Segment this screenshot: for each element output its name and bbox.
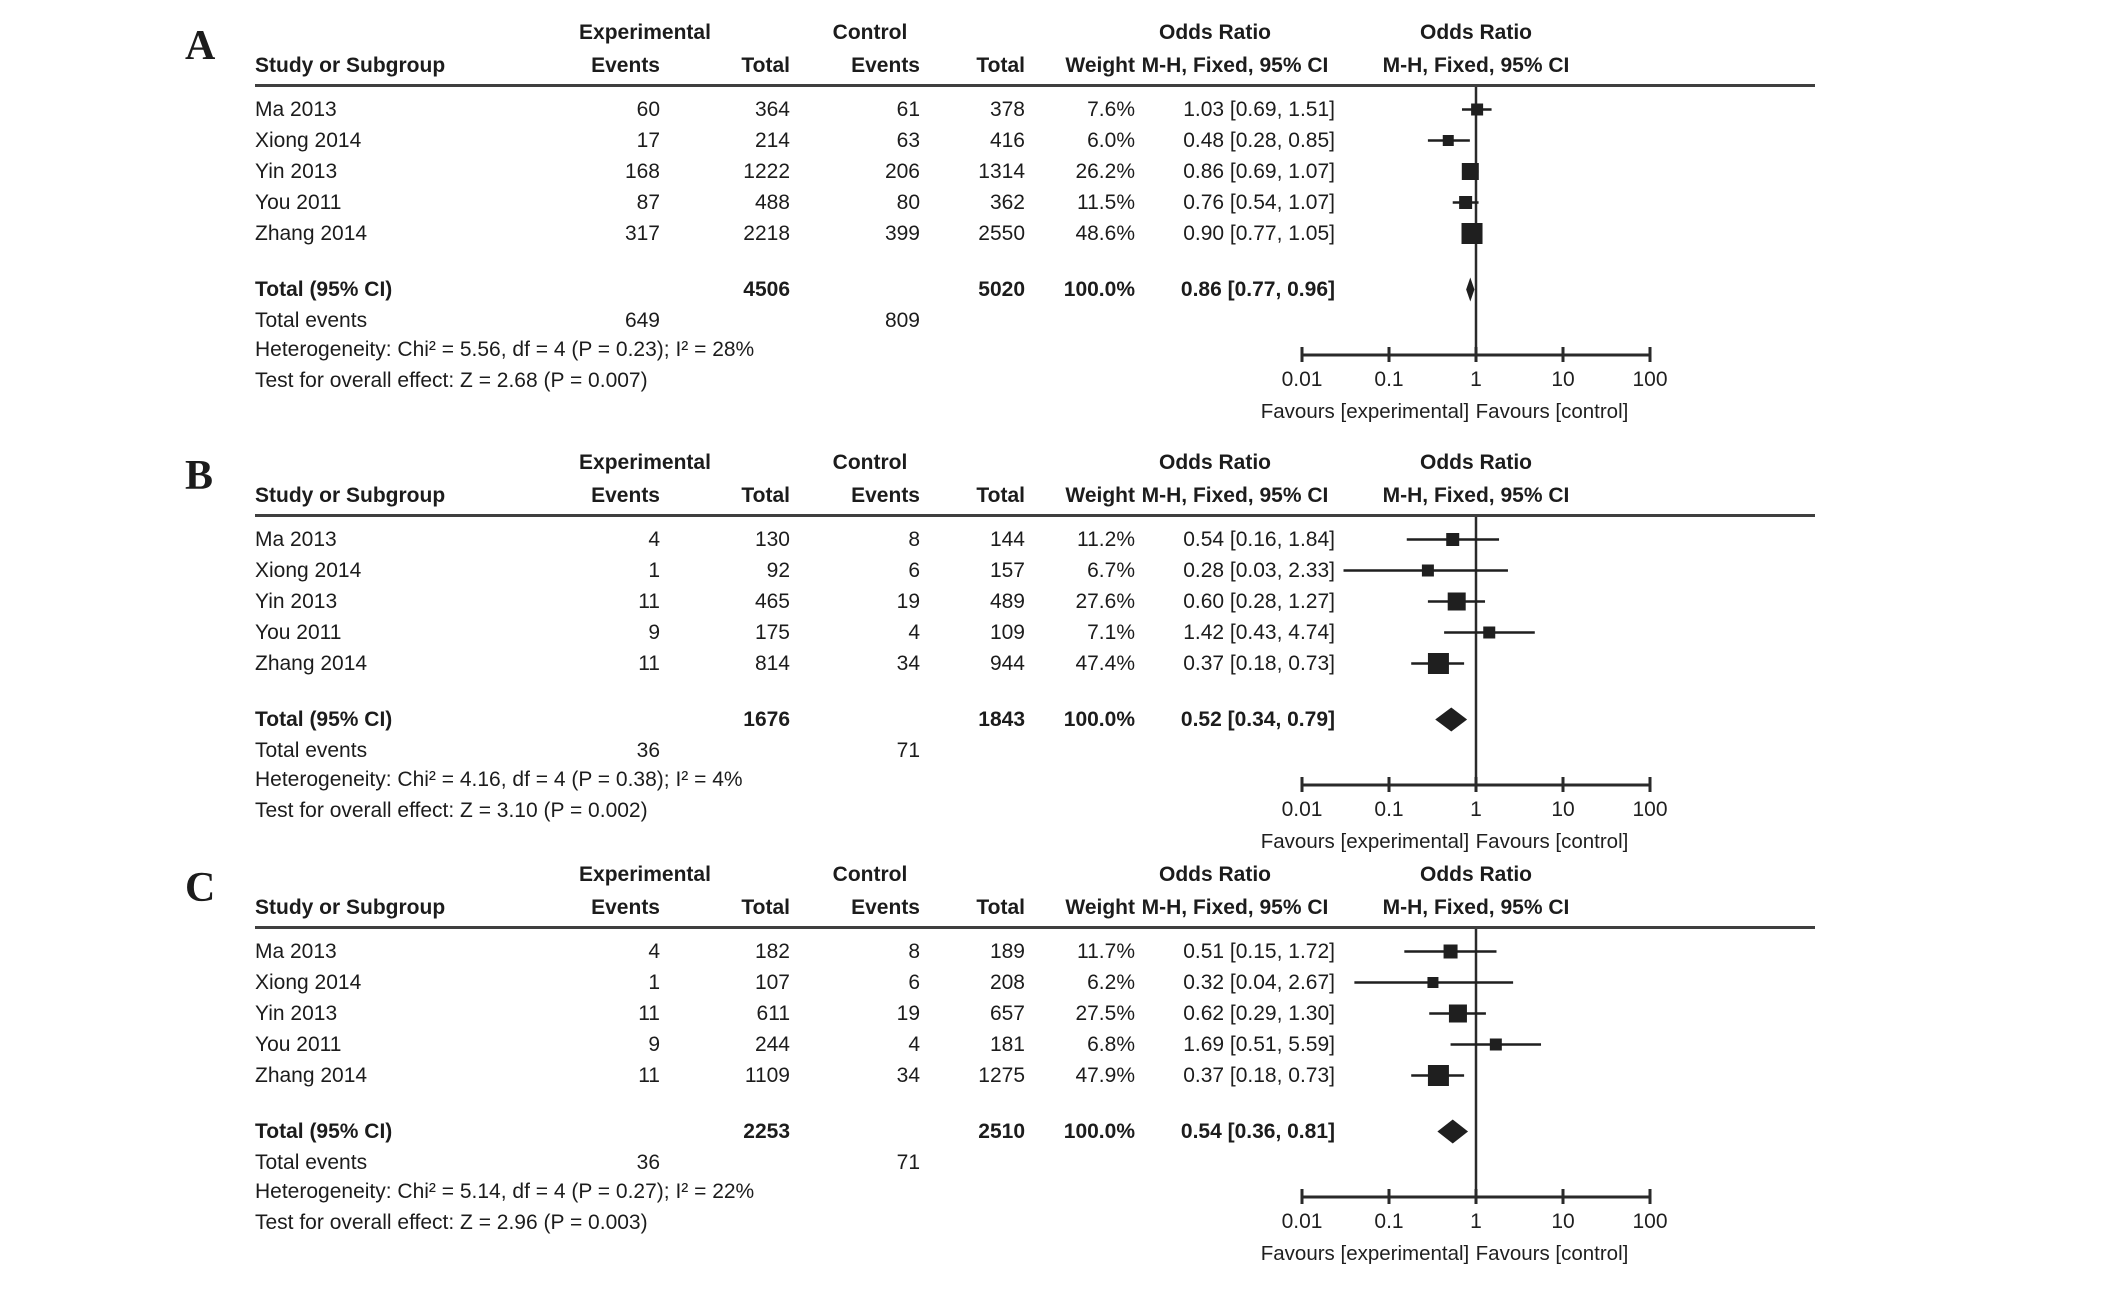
forest-plot <box>1260 16 1826 446</box>
overall-effect-text: Test for overall effect: Z = 3.10 (P = 0.002) <box>255 799 648 822</box>
total-odds-ratio-ci: 0.54 [0.36, 0.81] <box>1180 1120 1335 1143</box>
control-events: 80 <box>896 191 920 214</box>
col-header-total: Total <box>741 896 790 919</box>
favours-control-label: Favours [control] <box>1475 830 1629 853</box>
study-name: Zhang 2014 <box>255 1064 368 1087</box>
study-name: Yin 2013 <box>255 160 338 183</box>
study-row <box>255 555 1335 586</box>
col-header-total: Total <box>976 484 1025 507</box>
study-name: Zhang 2014 <box>255 222 368 245</box>
experimental-total-events: 36 <box>636 739 660 762</box>
experimental-events: 87 <box>636 191 660 214</box>
study-name: Yin 2013 <box>255 1002 338 1025</box>
axis-tick-label: 100 <box>1632 1210 1668 1233</box>
axis-tick-label: 100 <box>1632 798 1668 821</box>
column-header-row <box>255 480 1335 512</box>
total-weight: 100.0% <box>1063 1120 1135 1143</box>
group-header-control: Control <box>832 21 908 44</box>
experimental-events: 11 <box>638 1064 660 1087</box>
effect-square <box>1446 533 1459 546</box>
experimental-total: 814 <box>754 652 790 675</box>
col-header-total: Total <box>976 54 1025 77</box>
group-header-control: Control <box>832 863 908 886</box>
col-header-weight: Weight <box>1065 484 1135 507</box>
control-total: 2550 <box>978 222 1025 245</box>
experimental-grand-total: 2253 <box>743 1120 790 1143</box>
control-events: 8 <box>908 940 920 963</box>
col-header-total: Total <box>976 896 1025 919</box>
total-label: Total (95% CI) <box>255 708 393 731</box>
experimental-total: 364 <box>754 98 790 121</box>
heterogeneity-row <box>255 764 1335 795</box>
col-header-events: Events <box>591 54 660 77</box>
odds-ratio-ci: 1.03 [0.69, 1.51] <box>1183 98 1335 121</box>
experimental-events: 9 <box>648 1033 660 1056</box>
control-events: 19 <box>896 590 920 613</box>
heterogeneity-row <box>255 1176 1335 1207</box>
total-diamond <box>1437 1120 1468 1144</box>
study-row <box>255 187 1335 218</box>
experimental-total: 1222 <box>743 160 790 183</box>
control-events: 63 <box>896 129 920 152</box>
study-name: You 2011 <box>255 191 342 214</box>
weight: 11.5% <box>1077 191 1135 214</box>
axis-tick-label: 0.01 <box>1281 798 1323 821</box>
control-events: 206 <box>884 160 920 183</box>
total-odds-ratio-ci: 0.86 [0.77, 0.96] <box>1180 278 1335 301</box>
odds-ratio-ci: 0.32 [0.04, 2.67] <box>1183 971 1335 994</box>
axis-tick-label: 1 <box>1470 368 1482 391</box>
col-header-total: Total <box>741 484 790 507</box>
col-header-events: Events <box>591 896 660 919</box>
experimental-total-events: 649 <box>624 309 660 332</box>
experimental-events: 1 <box>648 559 660 582</box>
group-header-experimental: Experimental <box>579 863 711 886</box>
control-total-events: 71 <box>896 739 920 762</box>
spacer <box>920 305 1025 336</box>
weight: 11.2% <box>1077 528 1135 551</box>
overall-effect-text: Test for overall effect: Z = 2.68 (P = 0.007) <box>255 369 648 392</box>
overall-effect-row <box>255 1207 1335 1238</box>
experimental-total: 130 <box>754 528 790 551</box>
axis-tick-label: 0.01 <box>1281 1210 1323 1233</box>
axis-tick-label: 10 <box>1551 368 1575 391</box>
experimental-events: 60 <box>636 98 660 121</box>
control-events: 4 <box>908 1033 920 1056</box>
control-total: 657 <box>989 1002 1025 1025</box>
weight: 47.4% <box>1075 652 1135 675</box>
experimental-events: 4 <box>648 940 660 963</box>
forest-panel-b <box>0 446 2126 876</box>
weight: 48.6% <box>1075 222 1135 245</box>
col-header-study: Study or Subgroup <box>255 484 446 507</box>
heterogeneity-row <box>255 334 1335 365</box>
col-header-total: Total <box>741 54 790 77</box>
effect-square <box>1462 163 1479 180</box>
study-name: Xiong 2014 <box>255 971 362 994</box>
experimental-events: 4 <box>648 528 660 551</box>
forest-plot <box>1260 858 1826 1288</box>
control-total: 944 <box>989 652 1025 675</box>
col-header-study: Study or Subgroup <box>255 896 446 919</box>
control-total: 181 <box>989 1033 1025 1056</box>
col-header-events: Events <box>851 54 920 77</box>
column-header-row <box>255 892 1335 924</box>
study-row <box>255 967 1335 998</box>
weight: 6.8% <box>1087 1033 1135 1056</box>
study-row <box>255 648 1335 679</box>
study-row <box>255 218 1335 249</box>
panel-label: A <box>185 23 216 69</box>
study-name: Xiong 2014 <box>255 559 362 582</box>
spacer <box>790 274 920 305</box>
study-row <box>255 156 1335 187</box>
total-weight: 100.0% <box>1063 708 1135 731</box>
group-header-odds-ratio-plot: Odds Ratio <box>1419 451 1532 474</box>
control-events: 19 <box>896 1002 920 1025</box>
experimental-total: 611 <box>756 1002 790 1025</box>
control-grand-total: 1843 <box>978 708 1025 731</box>
experimental-total-events: 36 <box>636 1151 660 1174</box>
effect-square <box>1428 1065 1449 1086</box>
spacer <box>575 1116 660 1147</box>
group-header-experimental: Experimental <box>579 21 711 44</box>
total-events-row <box>255 1147 1335 1178</box>
control-grand-total: 5020 <box>978 278 1025 301</box>
weight: 6.2% <box>1087 971 1135 994</box>
panel-label: B <box>185 453 214 499</box>
spacer <box>920 1147 1025 1178</box>
experimental-total: 92 <box>766 559 790 582</box>
col-header-mh-ci: M-H, Fixed, 95% CI <box>1141 484 1329 507</box>
experimental-total: 107 <box>754 971 790 994</box>
study-row <box>255 936 1335 967</box>
experimental-total: 182 <box>754 940 790 963</box>
control-total: 157 <box>989 559 1025 582</box>
study-row <box>255 1029 1335 1060</box>
study-name: Ma 2013 <box>255 98 337 121</box>
effect-square <box>1449 1005 1467 1023</box>
study-name: You 2011 <box>255 1033 342 1056</box>
weight: 6.7% <box>1087 559 1135 582</box>
heterogeneity-text: Heterogeneity: Chi² = 4.16, df = 4 (P = 0.38); I² = 4% <box>255 768 743 791</box>
effect-square <box>1462 223 1483 244</box>
spacer <box>1025 305 1135 336</box>
spacer <box>920 735 1025 766</box>
control-total: 1275 <box>978 1064 1025 1087</box>
study-row <box>255 94 1335 125</box>
control-total: 378 <box>989 98 1025 121</box>
overall-effect-row <box>255 795 1335 826</box>
effect-square <box>1443 135 1454 146</box>
favours-control-label: Favours [control] <box>1475 400 1629 423</box>
experimental-events: 17 <box>636 129 660 152</box>
effect-square <box>1483 627 1495 639</box>
control-events: 61 <box>896 98 920 121</box>
experimental-grand-total: 4506 <box>743 278 790 301</box>
experimental-total: 175 <box>754 621 790 644</box>
spacer <box>660 735 790 766</box>
total-diamond <box>1466 278 1474 302</box>
spacer <box>660 305 790 336</box>
control-events: 8 <box>908 528 920 551</box>
axis-tick-label: 10 <box>1551 798 1575 821</box>
experimental-events: 9 <box>648 621 660 644</box>
control-grand-total: 2510 <box>978 1120 1025 1143</box>
col-header-events: Events <box>851 896 920 919</box>
odds-ratio-ci: 0.60 [0.28, 1.27] <box>1183 590 1335 613</box>
overall-effect-text: Test for overall effect: Z = 2.96 (P = 0.003) <box>255 1211 648 1234</box>
total-label: Total (95% CI) <box>255 278 393 301</box>
control-total: 109 <box>989 621 1025 644</box>
experimental-events: 317 <box>624 222 660 245</box>
control-events: 399 <box>884 222 920 245</box>
experimental-events: 1 <box>648 971 660 994</box>
spacer <box>575 274 660 305</box>
experimental-total: 214 <box>754 129 790 152</box>
favours-experimental-label: Favours [experimental] <box>1260 1242 1470 1265</box>
total-events-label: Total events <box>255 309 368 332</box>
col-header-mh-ci-plot: M-H, Fixed, 95% CI <box>1382 54 1570 77</box>
odds-ratio-ci: 0.37 [0.18, 0.73] <box>1183 652 1335 675</box>
axis-tick-label: 0.1 <box>1374 798 1404 821</box>
study-name: Ma 2013 <box>255 940 337 963</box>
control-events: 34 <box>896 652 920 675</box>
spacer <box>1025 735 1135 766</box>
axis-tick-label: 10 <box>1551 1210 1575 1233</box>
effect-square <box>1490 1039 1502 1051</box>
experimental-events: 168 <box>624 160 660 183</box>
control-total-events: 71 <box>896 1151 920 1174</box>
control-total: 489 <box>989 590 1025 613</box>
group-header-odds-ratio-plot: Odds Ratio <box>1419 21 1532 44</box>
effect-square <box>1428 653 1449 674</box>
study-name: Yin 2013 <box>255 590 338 613</box>
total-weight: 100.0% <box>1063 278 1135 301</box>
total-row <box>255 1116 1335 1147</box>
effect-square <box>1459 196 1472 209</box>
study-row <box>255 524 1335 555</box>
weight: 26.2% <box>1075 160 1135 183</box>
forest-panel-c <box>0 858 2126 1288</box>
spacer <box>790 704 920 735</box>
experimental-total: 1109 <box>744 1064 790 1087</box>
total-odds-ratio-ci: 0.52 [0.34, 0.79] <box>1180 708 1335 731</box>
weight: 11.7% <box>1077 940 1135 963</box>
effect-square <box>1448 593 1466 611</box>
experimental-total: 465 <box>754 590 790 613</box>
odds-ratio-ci: 0.28 [0.03, 2.33] <box>1183 559 1335 582</box>
panel-label: C <box>185 865 216 911</box>
total-row <box>255 704 1335 735</box>
favours-experimental-label: Favours [experimental] <box>1260 400 1470 423</box>
spacer <box>790 1116 920 1147</box>
study-name: You 2011 <box>255 621 342 644</box>
study-name: Xiong 2014 <box>255 129 362 152</box>
heterogeneity-text: Heterogeneity: Chi² = 5.14, df = 4 (P = 0.27); I² = 22% <box>255 1180 755 1203</box>
experimental-events: 11 <box>638 652 660 675</box>
col-header-weight: Weight <box>1065 54 1135 77</box>
col-header-mh-ci-plot: M-H, Fixed, 95% CI <box>1382 896 1570 919</box>
forest-plot <box>1260 446 1826 876</box>
control-total-events: 809 <box>884 309 920 332</box>
control-events: 6 <box>908 971 920 994</box>
odds-ratio-ci: 1.69 [0.51, 5.59] <box>1183 1033 1335 1056</box>
favours-control-label: Favours [control] <box>1475 1242 1629 1265</box>
experimental-total: 488 <box>754 191 790 214</box>
total-diamond <box>1435 708 1467 732</box>
weight: 7.1% <box>1087 621 1135 644</box>
group-header-odds-ratio-plot: Odds Ratio <box>1419 863 1532 886</box>
control-total: 1314 <box>978 160 1025 183</box>
odds-ratio-ci: 0.37 [0.18, 0.73] <box>1183 1064 1335 1087</box>
forest-panel-a <box>0 16 2126 446</box>
col-header-study: Study or Subgroup <box>255 54 446 77</box>
col-header-weight: Weight <box>1065 896 1135 919</box>
control-total: 189 <box>989 940 1025 963</box>
spacer <box>1025 1147 1135 1178</box>
study-row <box>255 617 1335 648</box>
total-events-row <box>255 735 1335 766</box>
total-row <box>255 274 1335 305</box>
effect-square <box>1444 945 1458 959</box>
effect-square <box>1427 977 1438 988</box>
odds-ratio-ci: 0.90 [0.77, 1.05] <box>1183 222 1335 245</box>
overall-effect-row <box>255 365 1335 396</box>
control-events: 4 <box>908 621 920 644</box>
favours-experimental-label: Favours [experimental] <box>1260 830 1470 853</box>
control-total: 416 <box>989 129 1025 152</box>
odds-ratio-ci: 0.54 [0.16, 1.84] <box>1183 528 1335 551</box>
weight: 6.0% <box>1087 129 1135 152</box>
control-total: 362 <box>989 191 1025 214</box>
odds-ratio-ci: 0.86 [0.69, 1.07] <box>1183 160 1335 183</box>
total-events-row <box>255 305 1335 336</box>
axis-tick-label: 0.1 <box>1374 368 1404 391</box>
effect-square <box>1422 565 1434 577</box>
study-row <box>255 125 1335 156</box>
experimental-events: 11 <box>638 1002 660 1025</box>
axis-tick-label: 1 <box>1470 798 1482 821</box>
control-total: 208 <box>989 971 1025 994</box>
odds-ratio-ci: 0.48 [0.28, 0.85] <box>1183 129 1335 152</box>
odds-ratio-ci: 1.42 [0.43, 4.74] <box>1183 621 1335 644</box>
column-header-row <box>255 50 1335 82</box>
col-header-mh-ci: M-H, Fixed, 95% CI <box>1141 896 1329 919</box>
weight: 27.6% <box>1075 590 1135 613</box>
study-row <box>255 998 1335 1029</box>
control-events: 6 <box>908 559 920 582</box>
odds-ratio-ci: 0.51 [0.15, 1.72] <box>1183 940 1335 963</box>
spacer <box>575 704 660 735</box>
total-events-label: Total events <box>255 739 368 762</box>
total-events-label: Total events <box>255 1151 368 1174</box>
effect-square <box>1471 104 1483 116</box>
weight: 27.5% <box>1075 1002 1135 1025</box>
group-header-odds-ratio-text: Odds Ratio <box>1158 21 1271 44</box>
spacer <box>660 1147 790 1178</box>
axis-tick-label: 0.01 <box>1281 368 1323 391</box>
odds-ratio-ci: 0.62 [0.29, 1.30] <box>1183 1002 1335 1025</box>
total-label: Total (95% CI) <box>255 1120 393 1143</box>
col-header-mh-ci-plot: M-H, Fixed, 95% CI <box>1382 484 1570 507</box>
weight: 7.6% <box>1087 98 1135 121</box>
control-total: 144 <box>989 528 1025 551</box>
axis-tick-label: 0.1 <box>1374 1210 1404 1233</box>
study-row <box>255 586 1335 617</box>
control-events: 34 <box>896 1064 920 1087</box>
group-header-odds-ratio-text: Odds Ratio <box>1158 863 1271 886</box>
heterogeneity-text: Heterogeneity: Chi² = 5.56, df = 4 (P = 0.23); I² = 28% <box>255 338 755 361</box>
col-header-events: Events <box>591 484 660 507</box>
experimental-total: 2218 <box>743 222 790 245</box>
odds-ratio-ci: 0.76 [0.54, 1.07] <box>1183 191 1335 214</box>
group-header-control: Control <box>832 451 908 474</box>
experimental-events: 11 <box>638 590 660 613</box>
experimental-grand-total: 1676 <box>743 708 790 731</box>
group-header-odds-ratio-text: Odds Ratio <box>1158 451 1271 474</box>
col-header-mh-ci: M-H, Fixed, 95% CI <box>1141 54 1329 77</box>
axis-tick-label: 1 <box>1470 1210 1482 1233</box>
study-row <box>255 1060 1335 1091</box>
weight: 47.9% <box>1075 1064 1135 1087</box>
axis-tick-label: 100 <box>1632 368 1668 391</box>
experimental-total: 244 <box>754 1033 790 1056</box>
study-name: Zhang 2014 <box>255 652 368 675</box>
study-name: Ma 2013 <box>255 528 337 551</box>
group-header-experimental: Experimental <box>579 451 711 474</box>
col-header-events: Events <box>851 484 920 507</box>
